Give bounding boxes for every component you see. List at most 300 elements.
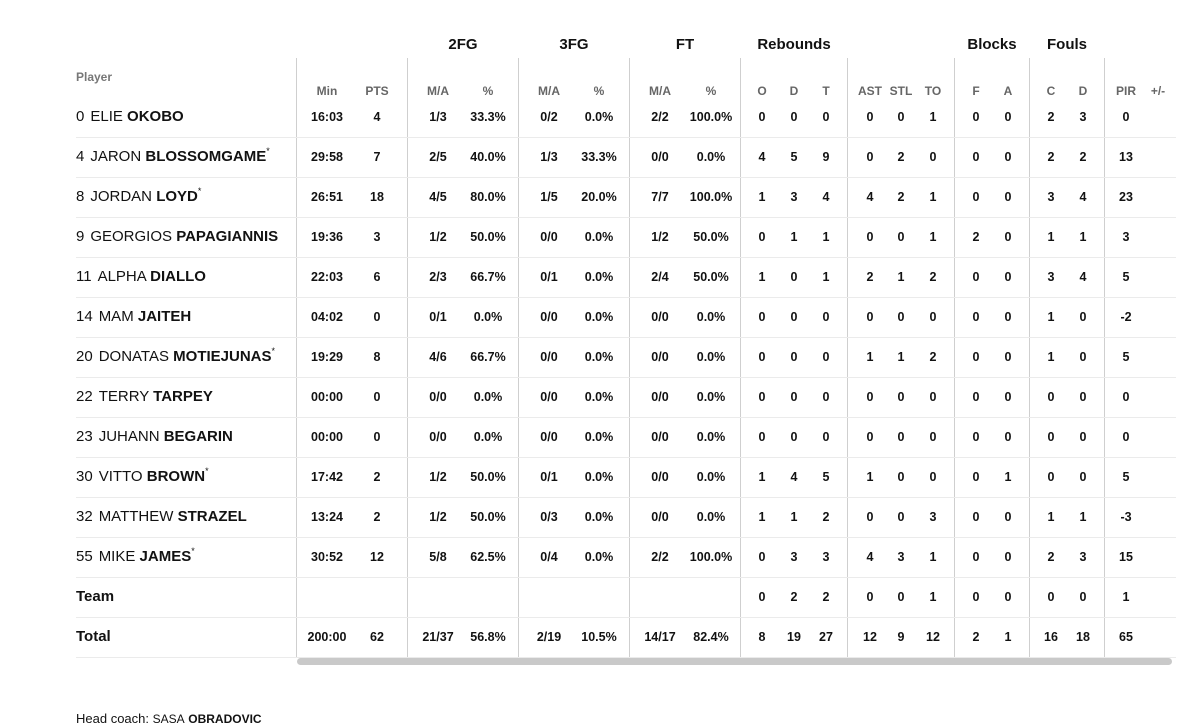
player-name-link[interactable] [76, 228, 278, 245]
stat-pir: 65 [1119, 630, 1133, 644]
stat-to: 1 [929, 110, 937, 124]
stat-ft-pct: 0.0% [696, 310, 726, 324]
player-last-name: JAMES [139, 548, 192, 565]
stat-fg2-ma: 1/3 [429, 110, 447, 124]
stat-reb-d: 0 [790, 310, 798, 324]
player-number: 32 [76, 508, 93, 525]
head-coach-last-name: OBRADOVIC [188, 712, 262, 726]
stat-fg3-pct: 0.0% [584, 230, 614, 244]
player-number: 20 [76, 348, 93, 365]
stat-fg2-ma: 0/0 [429, 390, 447, 404]
stat-to: 0 [929, 470, 937, 484]
stat-fg3-pct: 0.0% [584, 350, 614, 364]
stat-blk-a: 0 [1004, 510, 1012, 524]
stat-reb-o: 0 [758, 230, 766, 244]
stat-min: 22:03 [311, 270, 343, 284]
stat-pts: 0 [373, 310, 381, 324]
stat-reb-t: 1 [822, 230, 830, 244]
stat-foul-d: 1 [1079, 510, 1087, 524]
stat-foul-c: 0 [1047, 430, 1055, 444]
stat-ast: 0 [866, 430, 874, 444]
column-header-fg3-ma[interactable]: M/A [538, 84, 560, 98]
stat-stl: 0 [897, 230, 905, 244]
stat-blk-f: 0 [972, 110, 980, 124]
column-divider [847, 58, 848, 658]
stat-ft-ma: 0/0 [651, 510, 669, 524]
group-header-fg2: 2FG [448, 36, 478, 53]
stat-fg3-pct: 0.0% [584, 110, 614, 124]
stat-reb-t: 4 [822, 190, 830, 204]
group-header-ft: FT [675, 36, 695, 53]
row-divider [76, 337, 1176, 338]
stat-pir: 5 [1122, 350, 1130, 364]
stat-foul-d: 4 [1079, 270, 1087, 284]
stat-foul-c: 1 [1047, 230, 1055, 244]
stat-reb-t: 0 [822, 110, 830, 124]
stat-pts: 6 [373, 270, 381, 284]
column-header-foul-d[interactable]: D [1078, 84, 1088, 98]
player-column-header: Player [76, 70, 113, 84]
stat-foul-c: 1 [1047, 310, 1055, 324]
stat-pir: -3 [1120, 510, 1132, 524]
stat-fg2-ma: 1/2 [429, 470, 447, 484]
column-header-stl[interactable]: STL [889, 84, 913, 98]
row-divider [76, 417, 1176, 418]
stat-pir: 3 [1122, 230, 1130, 244]
group-header-fouls: Fouls [1047, 36, 1087, 53]
player-first-name: JORDAN [90, 188, 153, 205]
stat-reb-o: 1 [758, 510, 766, 524]
group-header-fg3: 3FG [559, 36, 589, 53]
stat-reb-o: 0 [758, 350, 766, 364]
stat-fg3-ma: 0/0 [540, 390, 558, 404]
stat-to: 12 [926, 630, 940, 644]
stat-ast: 4 [866, 550, 874, 564]
stat-pts: 12 [370, 550, 384, 564]
stat-reb-t: 2 [822, 590, 830, 604]
stat-stl: 1 [897, 270, 905, 284]
stat-fg3-ma: 0/1 [540, 270, 558, 284]
stat-blk-a: 0 [1004, 310, 1012, 324]
stat-fg2-ma: 0/1 [429, 310, 447, 324]
stat-ft-pct: 0.0% [696, 430, 726, 444]
starter-marker: * [197, 186, 202, 196]
stat-stl: 0 [897, 310, 905, 324]
stat-pir: 1 [1122, 590, 1130, 604]
player-name-link[interactable] [76, 148, 270, 165]
stat-ft-pct: 0.0% [696, 470, 726, 484]
player-name-link[interactable] [76, 388, 213, 405]
stat-blk-f: 0 [972, 310, 980, 324]
column-header-reb-t[interactable]: T [822, 84, 830, 98]
stat-ast: 0 [866, 230, 874, 244]
player-name-link[interactable] [76, 508, 247, 525]
player-name-link[interactable] [76, 308, 191, 325]
column-divider [296, 58, 297, 658]
player-first-name: ALPHA [97, 268, 146, 285]
stat-ft-pct: 82.4% [693, 630, 729, 644]
column-divider [954, 58, 955, 658]
player-first-name: ELIE [90, 108, 123, 125]
stat-ast: 0 [866, 310, 874, 324]
column-header-reb-d[interactable]: D [789, 84, 799, 98]
stat-foul-c: 2 [1047, 150, 1055, 164]
stat-to: 3 [929, 510, 937, 524]
stat-fg2-pct: 0.0% [473, 310, 503, 324]
row-divider [76, 297, 1176, 298]
stat-fg3-ma: 1/5 [540, 190, 558, 204]
stat-reb-d: 1 [790, 510, 798, 524]
stat-pts: 62 [370, 630, 384, 644]
stat-ft-ma: 1/2 [651, 230, 669, 244]
stat-pir: 0 [1122, 390, 1130, 404]
stat-min: 00:00 [311, 390, 343, 404]
starter-marker: * [266, 146, 270, 156]
player-number: 14 [76, 308, 93, 325]
column-divider [1104, 58, 1105, 658]
player-last-name: BLOSSOMGAME [145, 148, 267, 165]
horizontal-scrollbar[interactable] [297, 658, 1172, 665]
stat-foul-c: 0 [1047, 470, 1055, 484]
stat-foul-c: 2 [1047, 110, 1055, 124]
player-first-name: VITTO [98, 468, 143, 485]
stat-blk-a: 0 [1004, 270, 1012, 284]
stat-reb-d: 0 [790, 430, 798, 444]
stat-fg3-pct: 10.5% [581, 630, 617, 644]
player-last-name: STRAZEL [177, 508, 247, 525]
column-header-to[interactable]: TO [924, 84, 942, 98]
stat-reb-t: 1 [822, 270, 830, 284]
stat-ft-ma: 0/0 [651, 350, 669, 364]
stat-to: 1 [929, 590, 937, 604]
stat-fg3-ma: 0/0 [540, 350, 558, 364]
player-number: 4 [76, 148, 85, 165]
total-row-label: Total [76, 628, 111, 645]
stat-ast: 12 [863, 630, 877, 644]
stat-fg2-pct: 0.0% [473, 430, 503, 444]
stat-fg3-pct: 20.0% [581, 190, 617, 204]
head-coach-first-name: SASA [152, 712, 185, 726]
stat-foul-d: 0 [1079, 390, 1087, 404]
stat-to: 1 [929, 230, 937, 244]
stat-fg3-pct: 0.0% [584, 430, 614, 444]
stat-fg3-ma: 0/0 [540, 230, 558, 244]
column-header-ft-pct[interactable]: % [705, 84, 717, 98]
player-name-link[interactable] [76, 188, 201, 205]
stat-pts: 0 [373, 430, 381, 444]
stat-blk-a: 0 [1004, 350, 1012, 364]
stat-blk-f: 0 [972, 470, 980, 484]
stat-fg2-pct: 66.7% [470, 350, 506, 364]
stat-foul-c: 2 [1047, 550, 1055, 564]
column-header-foul-c[interactable]: C [1046, 84, 1056, 98]
stat-to: 0 [929, 430, 937, 444]
stat-to: 1 [929, 550, 937, 564]
stat-fg2-ma: 0/0 [429, 430, 447, 444]
group-header-rebounds: Rebounds [757, 36, 831, 53]
stat-reb-d: 0 [790, 270, 798, 284]
stat-ft-pct: 100.0% [689, 190, 733, 204]
stat-ast: 0 [866, 110, 874, 124]
row-divider [76, 377, 1176, 378]
player-last-name: DIALLO [150, 268, 206, 285]
stat-min: 30:52 [311, 550, 343, 564]
stat-fg2-ma: 2/3 [429, 270, 447, 284]
row-divider [76, 537, 1176, 538]
column-divider [1029, 58, 1030, 658]
stat-stl: 0 [897, 590, 905, 604]
stat-reb-d: 0 [790, 350, 798, 364]
row-divider [76, 217, 1176, 218]
stat-reb-o: 0 [758, 550, 766, 564]
stat-reb-o: 0 [758, 430, 766, 444]
player-number: 23 [76, 428, 93, 445]
stat-fg2-pct: 0.0% [473, 390, 503, 404]
stat-blk-a: 0 [1004, 590, 1012, 604]
stat-fg2-pct: 50.0% [470, 510, 506, 524]
stat-reb-t: 0 [822, 310, 830, 324]
player-number: 9 [76, 228, 85, 245]
starter-marker: * [205, 466, 209, 476]
stat-min: 00:00 [311, 430, 343, 444]
stat-ast: 0 [866, 150, 874, 164]
stat-ft-ma: 0/0 [651, 430, 669, 444]
stat-foul-d: 0 [1079, 430, 1087, 444]
stat-fg3-pct: 0.0% [584, 270, 614, 284]
stat-min: 29:58 [311, 150, 343, 164]
stat-pir: -2 [1120, 310, 1132, 324]
stat-blk-f: 0 [972, 150, 980, 164]
starter-marker: * [191, 546, 195, 556]
stat-fg3-ma: 0/0 [540, 310, 558, 324]
stat-pir: 0 [1122, 430, 1130, 444]
stat-pts: 2 [373, 510, 381, 524]
player-last-name: OKOBO [127, 108, 184, 125]
stat-reb-d: 3 [790, 190, 798, 204]
stat-pir: 13 [1119, 150, 1133, 164]
player-last-name: PAPAGIANNIS [176, 228, 279, 245]
stat-fg3-pct: 0.0% [584, 550, 614, 564]
stat-reb-t: 0 [822, 430, 830, 444]
column-header-fg2-ma[interactable]: M/A [427, 84, 449, 98]
player-first-name: DONATAS [98, 348, 169, 365]
stat-min: 26:51 [311, 190, 343, 204]
stat-foul-c: 1 [1047, 510, 1055, 524]
stat-fg2-ma: 5/8 [429, 550, 447, 564]
stat-min: 19:29 [311, 350, 343, 364]
stat-stl: 2 [897, 190, 905, 204]
stat-foul-d: 3 [1079, 110, 1087, 124]
column-header-pts[interactable]: PTS [365, 84, 389, 98]
stat-fg2-ma: 2/5 [429, 150, 447, 164]
stat-fg3-ma: 0/0 [540, 430, 558, 444]
column-header-min[interactable]: Min [316, 84, 338, 98]
column-header-blk-f[interactable]: F [972, 84, 980, 98]
stat-foul-d: 1 [1079, 230, 1087, 244]
stat-reb-d: 0 [790, 110, 798, 124]
stat-blk-a: 0 [1004, 550, 1012, 564]
player-last-name: TARPEY [153, 388, 213, 405]
player-number: 22 [76, 388, 93, 405]
stat-fg3-pct: 33.3% [581, 150, 617, 164]
stat-foul-d: 0 [1079, 590, 1087, 604]
stat-to: 0 [929, 310, 937, 324]
player-first-name: MATTHEW [98, 508, 174, 525]
stat-blk-f: 2 [972, 630, 980, 644]
row-divider [76, 457, 1176, 458]
stat-pir: 15 [1119, 550, 1133, 564]
stat-ft-ma: 2/2 [651, 110, 669, 124]
column-divider [629, 58, 630, 658]
stat-blk-f: 0 [972, 190, 980, 204]
stat-fg2-pct: 62.5% [470, 550, 506, 564]
stat-ast: 0 [866, 590, 874, 604]
stat-ft-pct: 100.0% [689, 550, 733, 564]
stat-blk-a: 0 [1004, 110, 1012, 124]
player-last-name: BROWN [146, 468, 206, 485]
row-divider [76, 577, 1176, 578]
stat-min: 19:36 [311, 230, 343, 244]
stat-fg3-ma: 2/19 [536, 630, 562, 644]
stat-ft-pct: 100.0% [689, 110, 733, 124]
stat-reb-t: 3 [822, 550, 830, 564]
stat-pts: 8 [373, 350, 381, 364]
stat-blk-a: 0 [1004, 190, 1012, 204]
row-divider [76, 257, 1176, 258]
stat-reb-o: 8 [758, 630, 766, 644]
stat-foul-c: 3 [1047, 190, 1055, 204]
stat-ft-ma: 2/4 [651, 270, 669, 284]
column-header-plus-minus[interactable]: +/- [1150, 84, 1166, 98]
stat-blk-f: 2 [972, 230, 980, 244]
stat-fg3-pct: 0.0% [584, 510, 614, 524]
stat-foul-d: 18 [1076, 630, 1090, 644]
stat-ft-pct: 0.0% [696, 390, 726, 404]
stat-ft-pct: 50.0% [693, 230, 729, 244]
player-last-name: LOYD [156, 188, 198, 205]
stat-blk-f: 0 [972, 550, 980, 564]
stat-blk-a: 0 [1004, 390, 1012, 404]
stat-reb-t: 2 [822, 510, 830, 524]
stat-stl: 0 [897, 110, 905, 124]
stat-foul-d: 0 [1079, 350, 1087, 364]
player-first-name: MAM [98, 308, 134, 325]
stat-ast: 0 [866, 390, 874, 404]
group-header-blocks: Blocks [967, 36, 1017, 53]
column-header-fg3-pct[interactable]: % [593, 84, 605, 98]
stat-ast: 1 [866, 470, 874, 484]
stat-blk-f: 0 [972, 390, 980, 404]
stat-foul-d: 4 [1079, 190, 1087, 204]
stat-foul-c: 3 [1047, 270, 1055, 284]
stat-reb-d: 4 [790, 470, 798, 484]
stat-blk-f: 0 [972, 430, 980, 444]
column-header-pir[interactable]: PIR [1115, 84, 1137, 98]
stat-fg2-pct: 33.3% [470, 110, 506, 124]
team-row-label: Team [76, 588, 115, 605]
stat-fg2-pct: 66.7% [470, 270, 506, 284]
column-header-blk-a[interactable]: A [1003, 84, 1013, 98]
stat-reb-d: 0 [790, 390, 798, 404]
stat-fg3-ma: 0/3 [540, 510, 558, 524]
stat-stl: 0 [897, 430, 905, 444]
player-last-name: JAITEH [137, 308, 192, 325]
head-coach-label: Head coach: [76, 711, 149, 726]
starter-marker: * [271, 346, 276, 356]
player-name-link[interactable] [76, 548, 195, 565]
player-number: 55 [76, 548, 93, 565]
stat-fg2-ma: 4/5 [429, 190, 447, 204]
stat-ft-ma: 2/2 [651, 550, 669, 564]
stat-blk-a: 1 [1004, 630, 1012, 644]
stat-reb-t: 27 [819, 630, 833, 644]
stat-stl: 1 [897, 350, 905, 364]
stat-fg3-ma: 1/3 [540, 150, 558, 164]
stat-foul-c: 1 [1047, 350, 1055, 364]
column-divider [407, 58, 408, 658]
column-header-reb-o[interactable]: O [757, 84, 767, 98]
stat-foul-d: 3 [1079, 550, 1087, 564]
player-first-name: JUHANN [98, 428, 160, 445]
stat-reb-o: 1 [758, 470, 766, 484]
stat-min: 200:00 [307, 630, 347, 644]
stat-min: 04:02 [311, 310, 343, 324]
player-first-name: GEORGIOS [90, 228, 173, 245]
stat-ft-pct: 0.0% [696, 510, 726, 524]
stat-blk-a: 0 [1004, 150, 1012, 164]
stat-pts: 7 [373, 150, 381, 164]
stat-min: 13:24 [311, 510, 343, 524]
stat-fg2-pct: 50.0% [470, 470, 506, 484]
player-name-link[interactable] [76, 468, 209, 485]
stat-reb-o: 0 [758, 110, 766, 124]
player-name-link[interactable] [76, 108, 184, 125]
player-number: 11 [76, 268, 92, 285]
column-header-ast[interactable]: AST [858, 84, 882, 98]
stat-ft-ma: 14/17 [644, 630, 676, 644]
stat-to: 2 [929, 350, 937, 364]
stat-pir: 5 [1122, 270, 1130, 284]
stat-foul-d: 0 [1079, 470, 1087, 484]
stat-to: 1 [929, 190, 937, 204]
player-name-link[interactable] [76, 348, 275, 365]
row-divider [76, 617, 1176, 618]
stat-reb-t: 9 [822, 150, 830, 164]
stat-reb-d: 1 [790, 230, 798, 244]
stat-ft-ma: 0/0 [651, 390, 669, 404]
column-header-fg2-pct[interactable]: % [482, 84, 494, 98]
player-name-link[interactable] [76, 268, 206, 285]
column-divider [518, 58, 519, 658]
player-name-link[interactable] [76, 428, 233, 445]
stat-stl: 2 [897, 150, 905, 164]
stat-to: 2 [929, 270, 937, 284]
stat-pts: 4 [373, 110, 381, 124]
column-header-ft-ma[interactable]: M/A [649, 84, 671, 98]
stat-blk-f: 0 [972, 510, 980, 524]
stat-pts: 3 [373, 230, 381, 244]
player-last-name: BEGARIN [163, 428, 233, 445]
stat-fg3-pct: 0.0% [584, 470, 614, 484]
stat-reb-t: 0 [822, 390, 830, 404]
stat-ft-pct: 50.0% [693, 270, 729, 284]
player-first-name: JARON [90, 148, 142, 165]
stat-blk-a: 1 [1004, 470, 1012, 484]
stat-ft-ma: 0/0 [651, 470, 669, 484]
stat-pts: 0 [373, 390, 381, 404]
stat-ft-ma: 7/7 [651, 190, 669, 204]
stat-foul-c: 0 [1047, 390, 1055, 404]
